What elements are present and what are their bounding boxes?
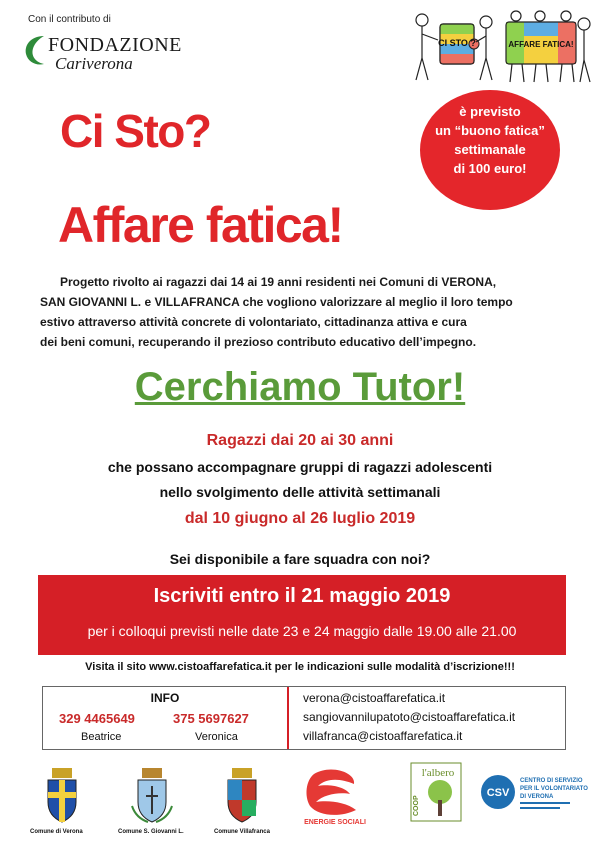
badge-line-4: di 100 euro! bbox=[453, 161, 527, 176]
email-villafranca[interactable]: villafranca@cistoaffarefatica.it bbox=[303, 729, 463, 743]
email-verona[interactable]: verona@cistoaffarefatica.it bbox=[303, 691, 446, 705]
csv-line-3: DI VERONA bbox=[520, 794, 554, 800]
interview-dates: per i colloqui previsti nelle date 23 e 24 maggio dalle 19.00 alle 21.00 bbox=[87, 623, 517, 639]
info-box bbox=[42, 686, 566, 750]
badge-line-3: settimanale bbox=[454, 142, 526, 157]
website-notice: Visita il sito www.cistoaffarefatica.it per le indicazioni sulle modalità d’iscrizione!!! bbox=[85, 661, 515, 673]
caption-villafranca: Comune Villafranca bbox=[214, 829, 270, 835]
buono-fatica-badge bbox=[420, 90, 560, 210]
tutor-description-line-1: che possano accompagnare gruppi di ragazzi adolescenti bbox=[107, 459, 493, 475]
description-line-1: Progetto rivolto ai ragazzi dai 14 ai 19 anni residenti nei Comuni di VERONA, bbox=[60, 275, 497, 289]
title-ci-sto: Ci Sto? bbox=[60, 105, 211, 157]
contribution-label: Con il contributo di bbox=[28, 14, 111, 25]
csv-verona-logo bbox=[480, 770, 588, 814]
registration-deadline: Iscriviti entro il 21 maggio 2019 bbox=[153, 585, 451, 607]
tutor-age-range: Ragazzi dai 20 ai 30 anni bbox=[206, 432, 394, 449]
verona-coat-of-arms-icon bbox=[44, 766, 80, 826]
caption-verona: Comune di Verona bbox=[30, 829, 83, 835]
csv-line-1: CENTRO DI SERVIZIO bbox=[520, 778, 583, 784]
project-description bbox=[40, 272, 570, 352]
phone-beatrice[interactable]: 329 4465649 bbox=[59, 711, 135, 726]
badge-line-2: un “buono fatica” bbox=[435, 123, 545, 138]
activity-period: dal 10 giugno al 26 luglio 2019 bbox=[184, 510, 416, 527]
contact-name-beatrice: Beatrice bbox=[81, 731, 122, 743]
es-label: ENERGIE SOCIALI bbox=[304, 819, 366, 826]
info-emails bbox=[287, 687, 567, 749]
albero-coop-logo bbox=[410, 762, 462, 824]
team-question: Sei disponibile a fare squadra con noi? bbox=[169, 551, 431, 567]
info-title: INFO bbox=[150, 691, 180, 705]
puzzle-text-2: AFFARE FATICA! bbox=[508, 40, 574, 49]
csv-line-2: PER IL VOLONTARIATO bbox=[520, 786, 588, 792]
san-giovanni-coat-of-arms-icon bbox=[130, 766, 174, 826]
albero-label: l'albero bbox=[421, 767, 455, 779]
description-line-3: estivo attraverso attività concrete di volontariato, cittadinanza attiva e cura bbox=[40, 315, 467, 329]
puzzle-piece-affarefatica bbox=[506, 22, 576, 64]
fondazione-name: FONDAZIONE bbox=[48, 34, 182, 56]
info-phones bbox=[43, 687, 287, 749]
puzzle-text-1: CI STO ? bbox=[438, 38, 476, 48]
coop-label: COOP bbox=[413, 795, 420, 816]
phone-veronica[interactable]: 375 5697627 bbox=[173, 711, 249, 726]
caption-san-giovanni: Comune S. Giovanni L. bbox=[118, 829, 184, 835]
puzzle-people-illustration bbox=[412, 10, 594, 84]
badge-line-1: è previsto bbox=[459, 104, 521, 119]
email-sangiovanni[interactable]: sangiovannilupatoto@cistoaffarefatica.it bbox=[303, 710, 516, 724]
fondazione-subname: Cariverona bbox=[55, 54, 133, 73]
description-line-2: SAN GIOVANNI L. e VILLAFRANCA che vogliono valorizzare al meglio il loro tempo bbox=[40, 295, 513, 309]
contact-name-veronica: Veronica bbox=[195, 731, 238, 743]
description-line-4: dei beni comuni, recuperando il prezioso contributo educativo dell’impegno. bbox=[40, 335, 477, 349]
registration-banner bbox=[38, 575, 566, 655]
energie-sociali-logo bbox=[300, 766, 370, 826]
cerchiamo-tutor-heading: Cerchiamo Tutor! bbox=[134, 365, 466, 409]
puzzle-piece-cisto bbox=[438, 24, 479, 64]
fondazione-cariverona-logo bbox=[22, 30, 192, 78]
title-affare-fatica: Affare fatica! bbox=[58, 197, 343, 253]
tutor-description-line-2: nello svolgimento delle attività settimanali bbox=[159, 484, 441, 500]
csv-abbr: CSV bbox=[486, 787, 510, 799]
villafranca-coat-of-arms-icon bbox=[222, 766, 262, 826]
